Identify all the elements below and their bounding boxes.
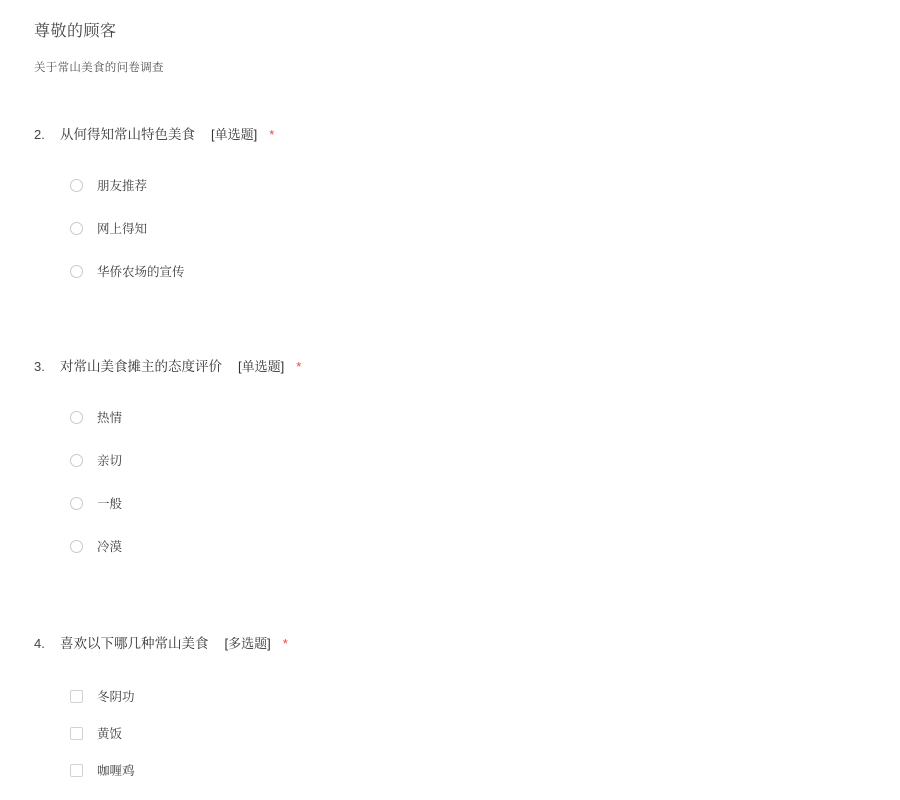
question-type-2: [单选题] [211,127,258,142]
question-header-2 [34,123,900,143]
option-item[interactable] [70,173,900,197]
option-label: 朋友推荐 [97,179,148,193]
option-item[interactable] [70,216,900,240]
page-subtitle: 关于常山美食的问卷调查 [34,62,164,74]
question-item-4 [0,632,900,782]
radio-icon[interactable] [70,540,83,553]
question-item-2 [0,123,900,283]
option-item[interactable] [70,405,900,429]
option-item[interactable] [70,448,900,472]
radio-icon[interactable] [70,265,83,278]
question-text-2: 从何得知常山特色美食 [60,127,195,142]
required-asterisk-2: * [269,127,275,142]
question-header-4 [34,632,900,652]
option-group-2 [34,173,900,283]
question-index-3: 3. [34,359,45,374]
option-group-4 [34,684,900,782]
question-text-4: 喜欢以下哪几种常山美食 [60,636,209,651]
option-label: 一般 [97,497,123,511]
option-label: 华侨农场的宣传 [97,265,185,279]
radio-icon[interactable] [70,179,83,192]
option-label: 亲切 [97,454,123,468]
checkbox-icon[interactable] [70,727,83,740]
question-type-3: [单选题] [238,359,285,374]
radio-icon[interactable] [70,497,83,510]
option-label: 热情 [97,411,123,425]
required-asterisk-3: * [296,359,302,374]
option-label: 冬阴功 [97,690,135,704]
checkbox-icon[interactable] [70,690,83,703]
option-item[interactable] [70,721,900,745]
option-label: 咖喱鸡 [97,764,135,778]
checkbox-icon[interactable] [70,764,83,777]
required-asterisk-4: * [282,636,288,651]
question-index-4: 4. [34,636,45,651]
radio-icon[interactable] [70,454,83,467]
question-type-4: [多选题] [224,636,271,651]
page-title: 尊敬的顾客 [34,23,117,40]
question-header-3 [34,355,900,375]
question-item-3 [0,355,900,558]
question-index-2: 2. [34,127,45,142]
option-item[interactable] [70,684,900,708]
option-group-3 [34,405,900,558]
radio-icon[interactable] [70,411,83,424]
option-item[interactable] [70,491,900,515]
option-item[interactable] [70,259,900,283]
option-label: 黄饭 [97,727,123,741]
radio-icon[interactable] [70,222,83,235]
question-text-3: 对常山美食摊主的态度评价 [60,359,222,374]
question-list [0,123,900,782]
option-label: 网上得知 [97,222,148,236]
option-item[interactable] [70,534,900,558]
option-item[interactable] [70,758,900,782]
option-label: 冷漠 [97,540,123,554]
